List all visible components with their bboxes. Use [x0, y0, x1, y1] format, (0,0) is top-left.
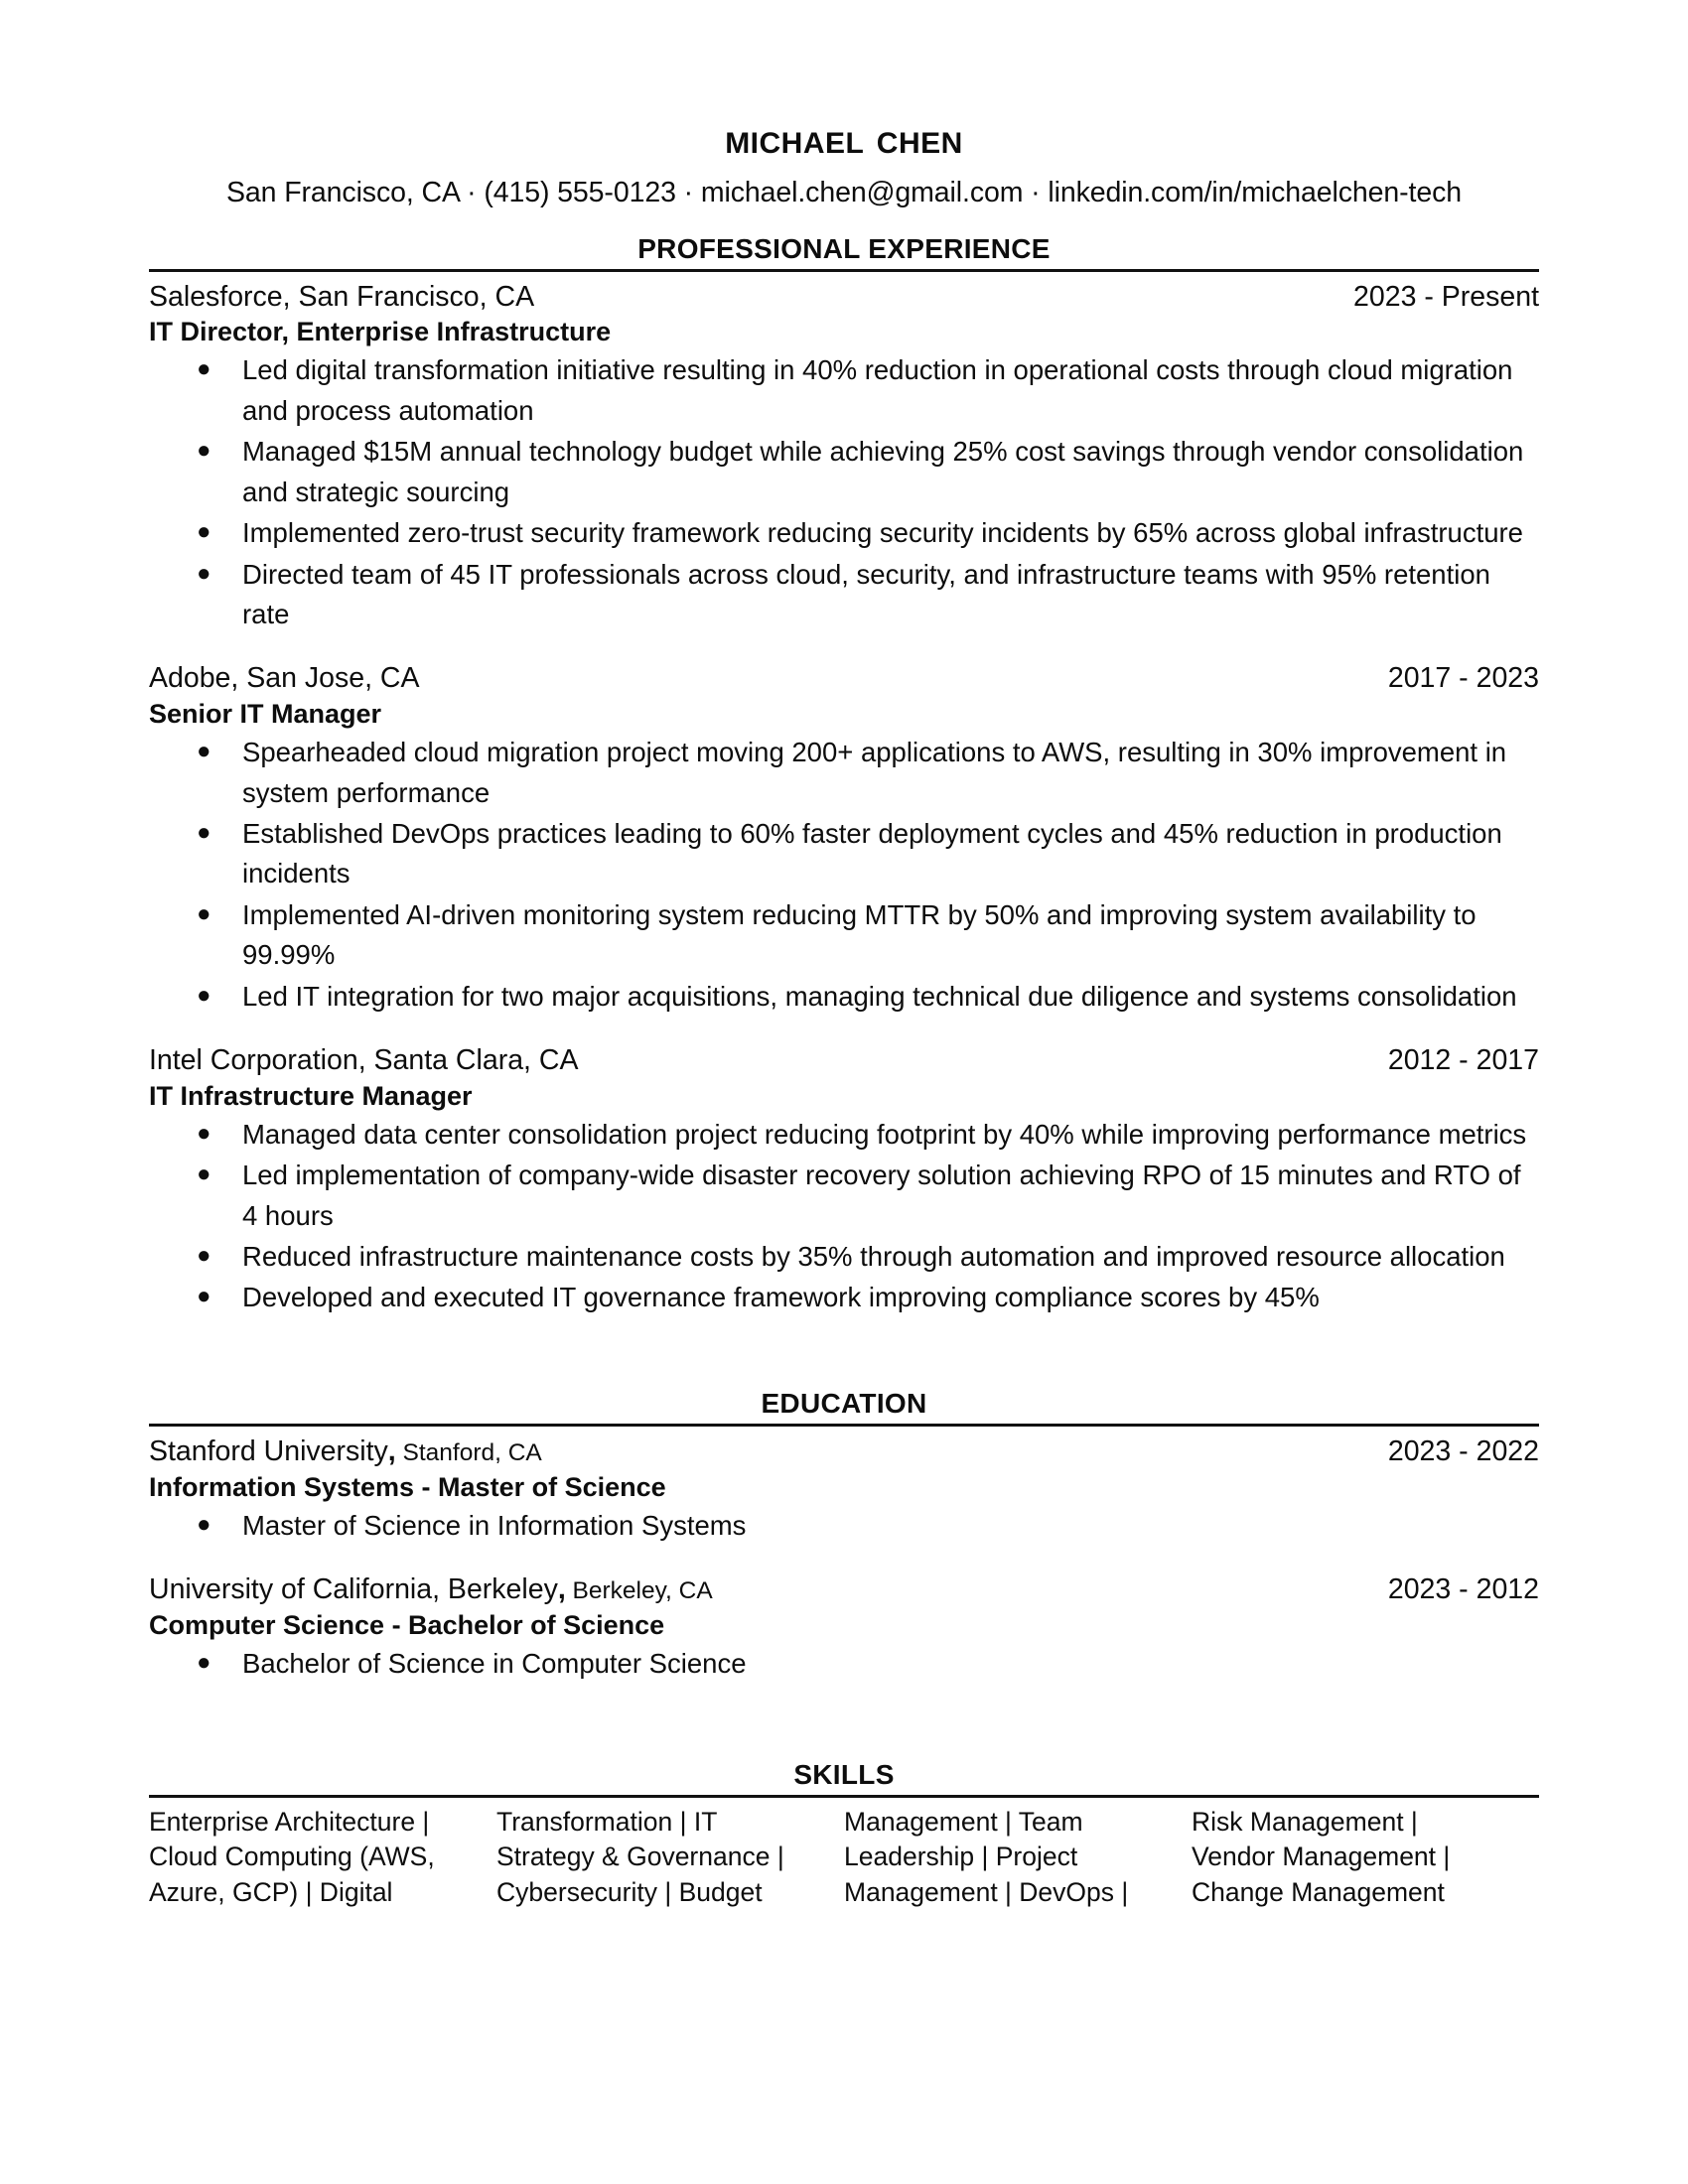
spacer — [149, 1688, 1539, 1759]
list-item-text: Developed and executed IT governance framework improving compliance scores by 45% — [242, 1282, 1320, 1313]
section-divider-education — [149, 1424, 1539, 1427]
job-title: Senior IT Manager — [149, 699, 382, 730]
employment-dates: 2023 - Present — [1353, 280, 1539, 313]
section-heading-education: EDUCATION — [761, 1387, 927, 1419]
list-item-text: Established DevOps practices leading to 60% faster deployment cycles and 45% reduction in production incidents — [242, 817, 1502, 889]
education-entry-header — [149, 1433, 1539, 1471]
list-item-text: Led implementation of company-wide disaster recovery solution achieving RPO of 15 minutes and RTO of 4 hours — [242, 1160, 1521, 1231]
experience-entry — [149, 279, 1539, 635]
list-item — [197, 895, 1539, 976]
list-item — [197, 555, 1539, 635]
education-entry — [149, 1433, 1539, 1546]
section-divider-skills — [149, 1795, 1539, 1798]
section-heading-skills: SKILLS — [793, 1759, 895, 1791]
section-education — [149, 1388, 1539, 1684]
bullet-icon: ● — [197, 1510, 211, 1538]
bullet-icon: ● — [197, 1648, 211, 1676]
list-item — [197, 1156, 1539, 1236]
bullet-icon: ● — [197, 899, 211, 927]
list-item-text: Bachelor of Science in Computer Science — [242, 1647, 747, 1679]
list-item — [197, 432, 1539, 512]
degree-title: Information Systems - Master of Science — [149, 1471, 666, 1502]
skills-column: Transformation | IT Strategy & Governance | Cybersecurity | Budget — [496, 1807, 784, 1907]
bullet-icon: ● — [197, 518, 211, 546]
skills-column: Risk Management | Vendor Management | Change Management — [1192, 1807, 1451, 1907]
skills-column: Enterprise Architecture | Cloud Computing (AWS, Azure, GCP) | Digital — [149, 1807, 435, 1907]
section-skills — [149, 1759, 1539, 1910]
bullet-icon: ● — [197, 1160, 211, 1188]
list-item-text: Managed data center consolidation project reducing footprint by 40% while improving performance metrics — [242, 1118, 1527, 1150]
list-item-text: Spearheaded cloud migration project moving 200+ applications to AWS, resulting in 30% improvement in system performance — [242, 737, 1507, 808]
list-item — [197, 814, 1539, 894]
employer-name: Intel Corporation, Santa Clara, CA — [149, 1044, 579, 1077]
bullet-icon: ● — [197, 981, 211, 1009]
contact-line: San Francisco, CA · (415) 555-0123 · michael.chen@gmail.com · linkedin.com/in/michaelchen-tech — [225, 177, 1462, 209]
list-item — [197, 1644, 1539, 1684]
school-name-comma: , — [557, 1573, 566, 1606]
experience-entry-header — [149, 660, 1539, 698]
school-name-text: University of California, Berkeley — [149, 1573, 558, 1606]
bullet-icon: ● — [197, 818, 211, 846]
list-item — [197, 513, 1539, 553]
page-title: michael chen — [725, 115, 963, 163]
employer-name: Salesforce, San Francisco, CA — [149, 280, 535, 313]
achievement-list — [149, 350, 1539, 634]
bullet-icon: ● — [197, 559, 211, 587]
achievement-list — [149, 733, 1539, 1017]
bullet-icon: ● — [197, 738, 211, 765]
school-location: Stanford, CA — [395, 1438, 542, 1466]
school-location: Berkeley, CA — [565, 1577, 713, 1605]
list-item-text: Led IT integration for two major acquisitions, managing technical due diligence and systems consolidation — [242, 980, 1517, 1012]
employment-dates: 2012 - 2017 — [1387, 1044, 1539, 1077]
list-item-text: Directed team of 45 IT professionals across cloud, security, and infrastructure teams with 95% retention rate — [242, 558, 1490, 629]
skills-column: Management | Team Leadership | Project Management | DevOps | — [844, 1807, 1129, 1907]
bullet-icon: ● — [197, 1242, 211, 1270]
list-item-text: Master of Science in Information Systems — [242, 1509, 747, 1541]
education-detail-list — [149, 1644, 1539, 1684]
list-item — [197, 1278, 1539, 1317]
spacer — [149, 1322, 1539, 1388]
section-heading-experience: PROFESSIONAL EXPERIENCE — [637, 232, 1051, 264]
list-item-text: Reduced infrastructure maintenance costs by 35% through automation and improved resource allocation — [242, 1241, 1505, 1273]
list-item — [197, 977, 1539, 1017]
experience-entry-header — [149, 279, 1539, 317]
list-item-text: Led digital transformation initiative resulting in 40% reduction in operational costs through cloud migration and process automation — [242, 354, 1513, 426]
list-item-text: Implemented AI-driven monitoring system reducing MTTR by 50% and improving system availability to 99.99% — [242, 898, 1477, 971]
bullet-icon: ● — [197, 355, 211, 383]
list-item-text: Implemented zero-trust security framework reducing security incidents by 65% across global infrastructure — [242, 517, 1523, 549]
education-dates: 2023 - 2012 — [1387, 1573, 1539, 1606]
education-entry-header — [149, 1571, 1539, 1609]
school-name-text: Stanford University — [149, 1434, 388, 1467]
list-item — [197, 733, 1539, 813]
employer-name: Adobe, San Jose, CA — [149, 662, 420, 695]
education-dates: 2023 - 2022 — [1387, 1434, 1539, 1467]
bullet-icon: ● — [197, 437, 211, 465]
achievement-list — [149, 1115, 1539, 1318]
job-title: IT Infrastructure Manager — [149, 1080, 473, 1111]
school-name — [149, 1433, 542, 1471]
school-name — [149, 1571, 713, 1609]
list-item — [197, 1237, 1539, 1277]
employment-dates: 2017 - 2023 — [1387, 662, 1539, 695]
bullet-icon: ● — [197, 1283, 211, 1310]
skills-grid — [149, 1805, 1539, 1910]
section-professional-experience — [149, 233, 1539, 1318]
list-item — [197, 1506, 1539, 1546]
section-divider-experience — [149, 269, 1539, 272]
degree-title: Computer Science - Bachelor of Science — [149, 1609, 665, 1640]
list-item-text: Managed $15M annual technology budget while achieving 25% cost savings through vendor consolidation and strategic sourcing — [242, 436, 1524, 507]
job-title: IT Director, Enterprise Infrastructure — [149, 317, 612, 347]
education-entry — [149, 1571, 1539, 1684]
list-item — [197, 350, 1539, 431]
bullet-icon: ● — [197, 1119, 211, 1147]
education-detail-list — [149, 1506, 1539, 1546]
school-name-comma: , — [387, 1434, 396, 1467]
list-item — [197, 1115, 1539, 1155]
experience-entry-header — [149, 1042, 1539, 1080]
experience-entry — [149, 660, 1539, 1017]
experience-entry — [149, 1042, 1539, 1318]
